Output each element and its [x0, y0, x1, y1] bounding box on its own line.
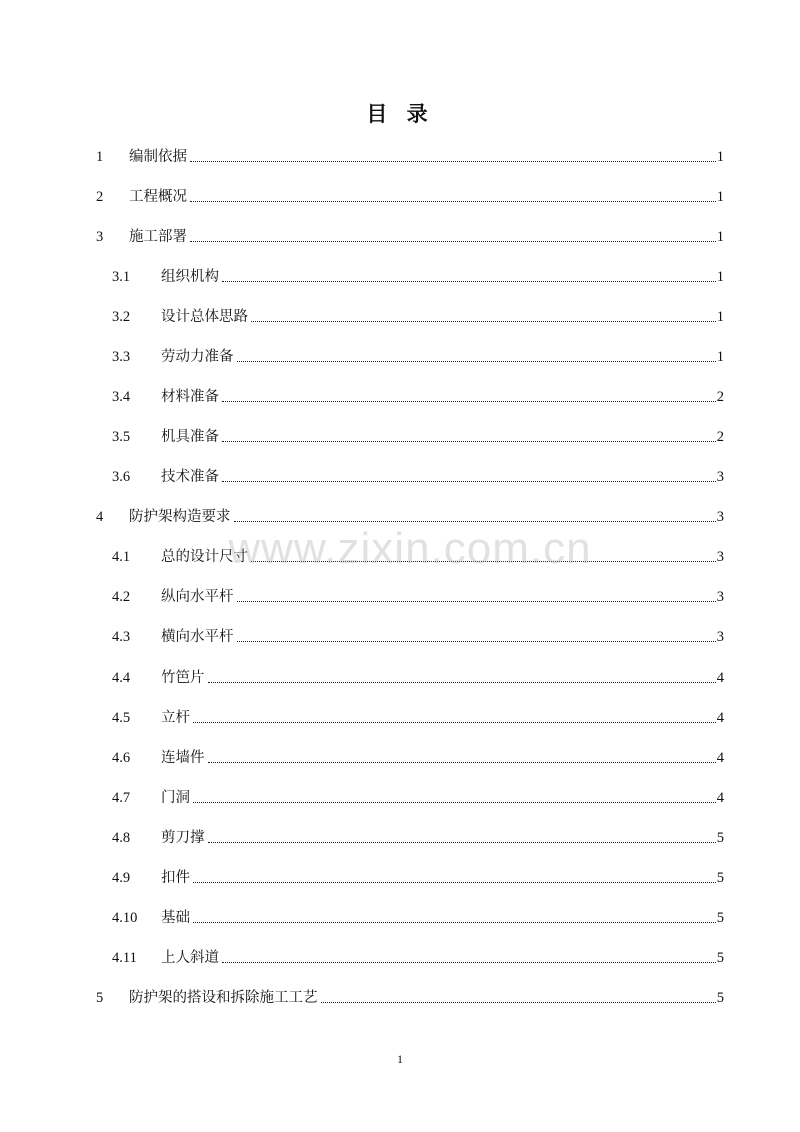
- dot-leader: [190, 160, 716, 162]
- toc-entry-label: 立杆: [161, 710, 190, 726]
- toc-entry-number: 4.10: [112, 910, 138, 926]
- toc-entry-page: 4: [716, 750, 724, 766]
- dot-leader: [193, 721, 716, 723]
- dot-leader: [222, 480, 716, 482]
- dot-leader: [251, 560, 716, 562]
- toc-entry[interactable]: [112, 266, 724, 288]
- toc-entry-number: 3: [96, 229, 104, 245]
- toc-entry-page: 4: [716, 790, 724, 806]
- toc-entry-number: 4.1: [112, 549, 131, 565]
- toc-entry[interactable]: [112, 947, 724, 969]
- toc-entry-page: 5: [716, 830, 724, 846]
- toc-entry[interactable]: [96, 506, 724, 528]
- dot-leader: [234, 520, 716, 522]
- toc-entry-number: 3.5: [112, 429, 131, 445]
- dot-leader: [208, 681, 716, 683]
- toc-entry[interactable]: [112, 667, 724, 689]
- toc-entry-page: 3: [716, 549, 724, 565]
- toc-entry-label: 横向水平杆: [161, 629, 234, 645]
- toc-entry[interactable]: [112, 907, 724, 929]
- toc-entry-page: 2: [716, 429, 724, 445]
- toc-entry[interactable]: [96, 186, 724, 208]
- toc-entry-number: 3.3: [112, 349, 131, 365]
- toc-entry-label: 材料准备: [161, 389, 219, 405]
- toc-entry-label: 剪刀撑: [161, 830, 205, 846]
- dot-leader: [237, 640, 716, 642]
- toc-entry-number: 4.6: [112, 750, 131, 766]
- toc-entry-label: 门洞: [161, 790, 190, 806]
- dot-leader: [222, 440, 716, 442]
- toc-entry-label: 防护架构造要求: [129, 509, 231, 525]
- toc-entry-page: 3: [716, 589, 724, 605]
- dot-leader: [222, 400, 716, 402]
- toc-entry-page: 5: [716, 950, 724, 966]
- toc-entry-page: 1: [716, 309, 724, 325]
- toc-entry-label: 防护架的搭设和拆除施工工艺: [129, 990, 318, 1006]
- page-number-footer: 1: [397, 1052, 403, 1066]
- dot-leader: [193, 921, 716, 923]
- toc-entry-label: 竹笆片: [161, 670, 205, 686]
- toc-entry-number: 1: [96, 149, 104, 165]
- toc-entry-page: 1: [716, 189, 724, 205]
- toc-entry-label: 组织机构: [161, 269, 219, 285]
- toc-entry-number: 4: [96, 509, 104, 525]
- toc-entry-number: 3.2: [112, 309, 131, 325]
- toc-entry-number: 3.6: [112, 469, 131, 485]
- toc-entry-number: 5: [96, 990, 104, 1006]
- toc-entry[interactable]: [112, 747, 724, 769]
- watermark: www.zixin.com.cn: [228, 524, 592, 573]
- toc-entry-page: 5: [716, 910, 724, 926]
- toc-entry-number: 4.5: [112, 710, 131, 726]
- toc-entry[interactable]: [112, 306, 724, 328]
- toc-entry-number: 4.2: [112, 589, 131, 605]
- toc-entry[interactable]: [112, 867, 724, 889]
- toc-entry[interactable]: [96, 987, 724, 1009]
- toc-entry-number: 2: [96, 189, 104, 205]
- toc-entry[interactable]: [112, 346, 724, 368]
- toc-entry-number: 4.4: [112, 670, 131, 686]
- dot-leader: [190, 240, 716, 242]
- toc-entry[interactable]: [112, 827, 724, 849]
- toc-entry-page: 5: [716, 990, 724, 1006]
- dot-leader: [208, 761, 716, 763]
- toc-entry-label: 编制依据: [129, 149, 187, 165]
- dot-leader: [222, 961, 716, 963]
- toc-entry-label: 设计总体思路: [161, 309, 248, 325]
- toc-entry-label: 施工部署: [129, 229, 187, 245]
- toc-entry-page: 5: [716, 870, 724, 886]
- toc-entry-label: 技术准备: [161, 469, 219, 485]
- toc-entry-label: 连墙件: [161, 750, 205, 766]
- toc-entry[interactable]: [112, 546, 724, 568]
- toc-entry-page: 3: [716, 469, 724, 485]
- toc-entry-page: 4: [716, 670, 724, 686]
- toc-entry[interactable]: [112, 426, 724, 448]
- toc-entry-label: 基础: [161, 910, 190, 926]
- toc-entry[interactable]: [96, 226, 724, 248]
- toc-entry[interactable]: [112, 787, 724, 809]
- toc-entry-page: 1: [716, 269, 724, 285]
- toc-entry-number: 3.4: [112, 389, 131, 405]
- dot-leader: [251, 320, 716, 322]
- toc-entry-number: 4.11: [112, 950, 137, 966]
- toc-entry[interactable]: [112, 586, 724, 608]
- dot-leader: [208, 841, 716, 843]
- toc-entry-label: 机具准备: [161, 429, 219, 445]
- dot-leader: [190, 200, 716, 202]
- toc-entry-page: 1: [716, 349, 724, 365]
- toc-entry-label: 纵向水平杆: [161, 589, 234, 605]
- dot-leader: [237, 600, 716, 602]
- toc-entry[interactable]: [112, 626, 724, 648]
- toc-entry-page: 3: [716, 629, 724, 645]
- toc-entry-page: 3: [716, 509, 724, 525]
- toc-entry-page: 1: [716, 149, 724, 165]
- toc-entry[interactable]: [112, 466, 724, 488]
- dot-leader: [193, 801, 716, 803]
- toc-entry-page: 4: [716, 710, 724, 726]
- toc-entry-label: 总的设计尺寸: [161, 549, 248, 565]
- toc-entry-number: 4.8: [112, 830, 131, 846]
- toc-entry-label: 扣件: [161, 870, 190, 886]
- toc-entry-page: 1: [716, 229, 724, 245]
- page-title: 目 录: [366, 101, 434, 126]
- toc-entry[interactable]: [112, 386, 724, 408]
- toc-entry-number: 4.9: [112, 870, 131, 886]
- dot-leader: [237, 360, 716, 362]
- toc-entry-label: 上人斜道: [161, 950, 219, 966]
- toc-entry[interactable]: [112, 707, 724, 729]
- dot-leader: [222, 280, 716, 282]
- toc-entry-label: 劳动力准备: [161, 349, 234, 365]
- dot-leader: [193, 881, 716, 883]
- dot-leader: [321, 1001, 716, 1003]
- toc-entry-number: 3.1: [112, 269, 131, 285]
- toc-entry-number: 4.3: [112, 629, 131, 645]
- toc-entry[interactable]: [96, 146, 724, 168]
- toc-entry-label: 工程概况: [129, 189, 187, 205]
- toc-entry-page: 2: [716, 389, 724, 405]
- toc-entry-number: 4.7: [112, 790, 131, 806]
